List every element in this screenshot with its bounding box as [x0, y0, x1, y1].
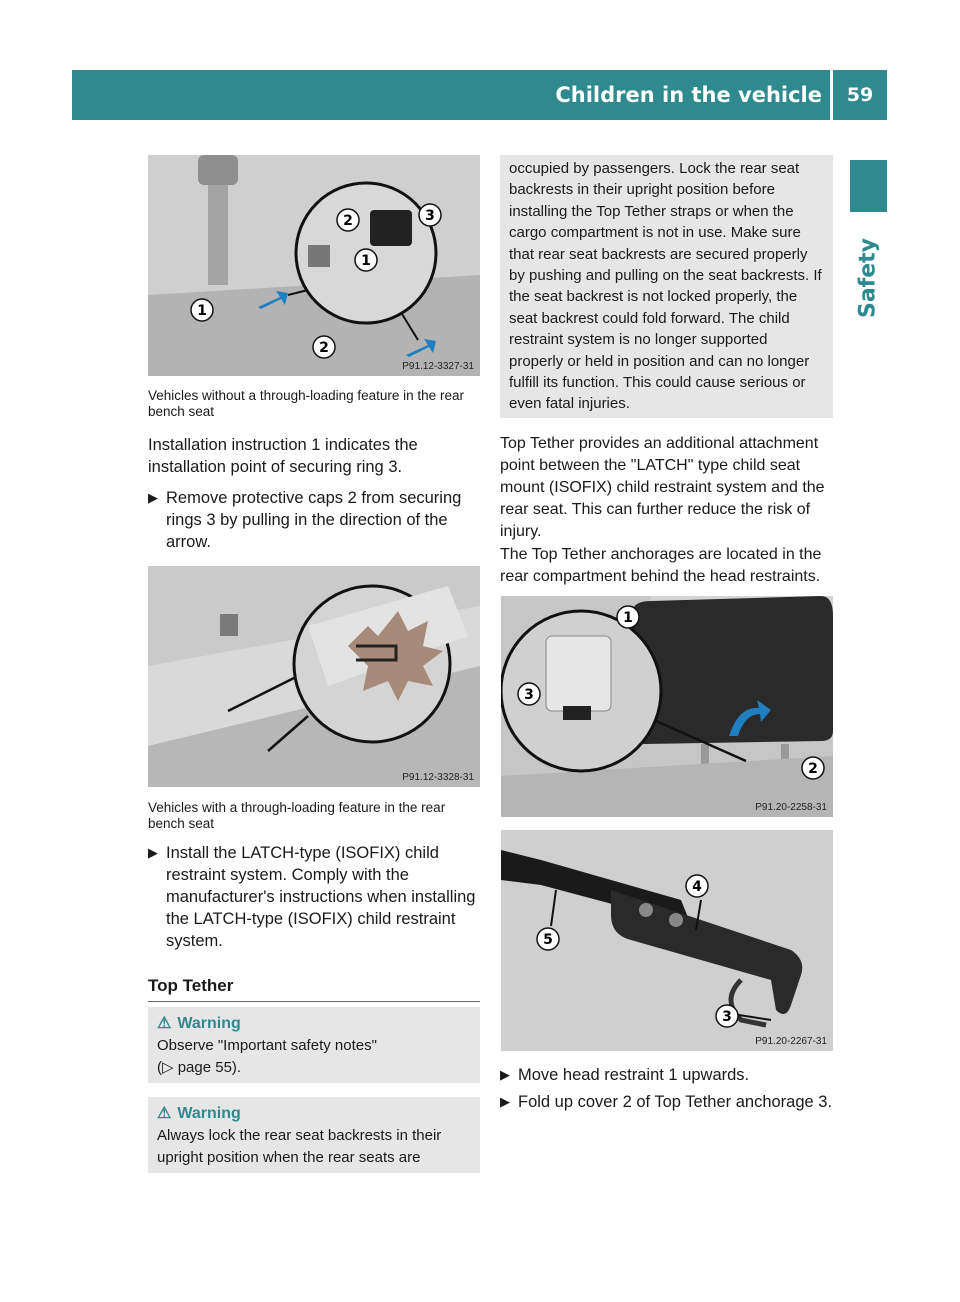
figure-code: P91.12-3328-31 — [402, 772, 474, 783]
warning-icon: ⚠ — [157, 1015, 172, 1032]
figure-code: P91.12-3327-31 — [402, 361, 474, 372]
page-title: Children in the vehicle — [555, 83, 822, 107]
figure-code: P91.20-2267-31 — [755, 1036, 827, 1047]
ref-1: 1 — [311, 436, 321, 454]
figure-caption: Vehicles with a through-loading feature in the rear bench seat — [148, 800, 446, 831]
callout-1: 1 — [361, 253, 371, 269]
step-fold-up-cover: ▶ Fold up cover 2 of Top Tether anchorage 3. — [500, 1093, 833, 1111]
warning-box-continued: occupied by passengers. Lock the rear seat backrests in their upright position before installing the Top Tether straps or when the cargo compartment is not in use. Make sure that rear seat backrests are secured properly by pushing and pulling on the seat backrests. If the seat backrest is not locked properly, the seat backrest could fold forward. The child restraint system is no longer supported properly or held in position and can no longer fulfill its function. This could cause serious or even fatal injuries. — [500, 155, 833, 418]
callout-2: 2 — [343, 213, 353, 229]
ref-1: 1 — [668, 1066, 678, 1084]
figure-isofix-no-throughload — [148, 155, 480, 376]
section-label: Safety — [855, 237, 881, 319]
figure-code: P91.20-2258-31 — [755, 802, 827, 813]
callout-3: 3 — [524, 687, 534, 703]
callout-4: 4 — [692, 879, 702, 895]
callout-2b: 2 — [319, 340, 329, 356]
page-number: 59 — [833, 70, 887, 120]
section-tab — [850, 160, 887, 212]
ref-3: 3 — [818, 1093, 828, 1111]
callout-2: 2 — [808, 761, 818, 777]
ref-2: 2 — [622, 1093, 632, 1111]
callout-3: 3 — [722, 1009, 732, 1025]
figure-caption: Vehicles without a through-loading feature in the rear bench seat — [148, 388, 464, 419]
section-heading: Top Tether — [148, 973, 480, 1002]
paragraph: Installation instruction 1 indicates the installation point of securing ring 3. — [148, 436, 418, 476]
warning-box: ⚠ Warning Always lock the rear seat backrests in their upright position when the rear seats are — [148, 1097, 480, 1173]
figure-head-restraint — [501, 596, 833, 817]
callout-3: 3 — [425, 208, 435, 224]
callout-1: 1 — [623, 610, 633, 626]
step-move-head-restraint: ▶ Move head restraint 1 upwards. — [500, 1066, 750, 1084]
ref-2: 2 — [347, 489, 357, 507]
callout-5: 5 — [543, 932, 553, 948]
ref-3: 3 — [206, 511, 216, 529]
warning-box: ⚠ Warning Observe "Important safety notes" (▷ page 55). — [148, 1007, 480, 1083]
figure-tether-hook — [501, 830, 833, 1051]
paragraph: The Top Tether anchorages are located in the rear compartment behind the head restraints. — [500, 546, 822, 585]
warning-icon: ⚠ — [157, 1105, 172, 1122]
ref-3: 3 — [388, 458, 398, 476]
paragraph: Top Tether provides an additional attachment point between the "LATCH" type child seat mount (ISOFIX) child restraint system and the rear seat. This can further reduce the risk of injury. — [500, 435, 825, 540]
step-install-isofix: ▶ Install the LATCH-type (ISOFIX) child restraint system. Comply with the manufacturer's instructions when installing the LATCH-type (ISOFIX) child restraint system. — [148, 844, 476, 950]
figure-isofix-throughload — [148, 566, 480, 787]
step-remove-caps: ▶ Remove protective caps 2 from securing rings 3 by pulling in the direction of the arrow. — [148, 489, 462, 551]
callout-1b: 1 — [197, 303, 207, 319]
